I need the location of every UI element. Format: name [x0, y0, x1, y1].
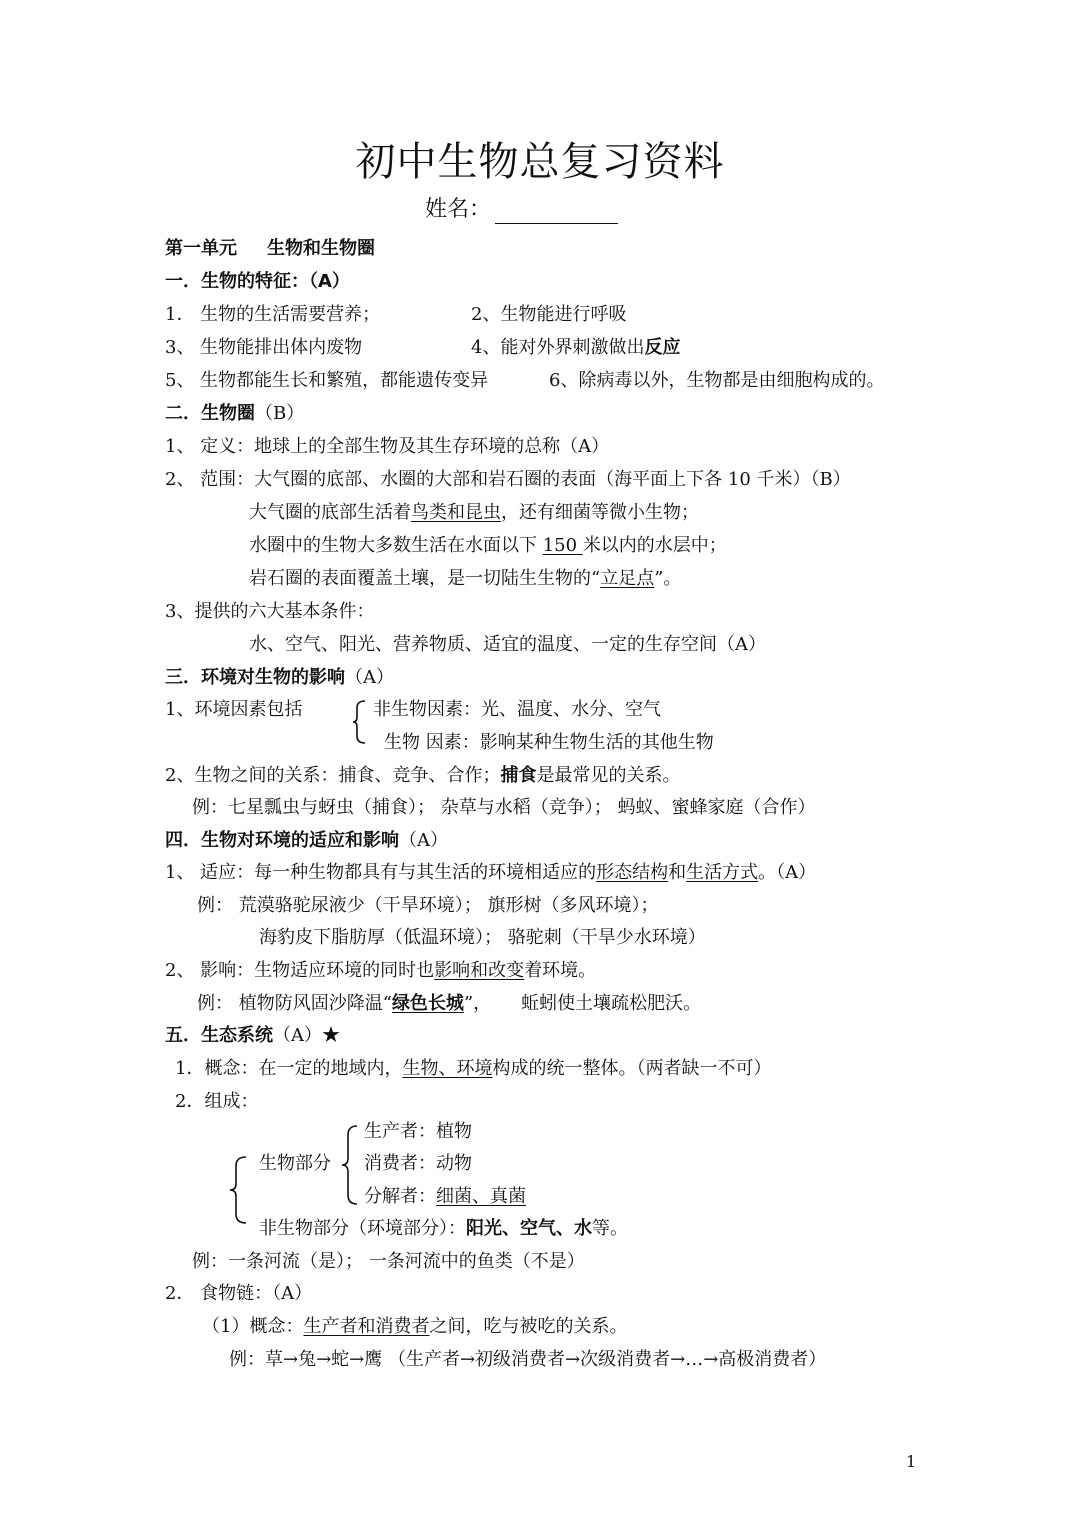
brace-composition: [228, 1154, 250, 1226]
s5-producer: 生产者：植物: [364, 1121, 472, 1142]
s2-range: 2、 范围：大气圈的底部、水圈的大部和岩石圈的表面（海平面上下各 10 千米）（B）: [165, 469, 851, 490]
s1-item-3: 3、 生物能排出体内废物: [165, 337, 363, 358]
unit-name: 生物和生物圈: [267, 238, 375, 259]
section-2-heading: 二．生物圈（B）: [165, 403, 305, 424]
underline-150: 150: [542, 535, 583, 556]
s5-food-chain-example: 例：草→兔→蛇→鹰 （生产者→初级消费者→次级消费者→…→高极消费者）: [229, 1349, 827, 1370]
s1-item-4-bold: 反应: [644, 337, 681, 358]
s5-decomposer: 分解者：细菌、真菌: [364, 1186, 526, 1207]
s4-example-1: 例： 荒漠骆驼尿液少（干旱环境）； 旗形树（多风环境）；: [197, 895, 659, 916]
s2-definition: 1、 定义：地球上的全部生物及其生存环境的总称（A）: [165, 436, 610, 457]
brace-factors: [352, 698, 368, 746]
s2-conditions: 水、空气、阳光、营养物质、适宜的温度、一定的生存空间（A）: [249, 634, 766, 655]
s1-item-5: 5、 生物都能生长和繁殖，都能遗传变异: [165, 370, 489, 391]
s3-example: 例：七星瓢虫与蚜虫（捕食）； 杂草与水稻（竞争）； 蚂蚁、蜜蜂家庭（合作）: [192, 797, 816, 818]
s4-example-2: 海豹皮下脂肪厚（低温环境）； 骆驼刺（干旱少水环境）: [259, 927, 706, 948]
section-3-heading: 三．环境对生物的影响（A）: [165, 667, 394, 688]
s3-factors-label: 1、环境因素包括: [165, 699, 303, 720]
s4-example-3: 例： 植物防风固沙降温“绿色长城”， 蚯蚓使土壤疏松肥沃。: [197, 993, 702, 1014]
s1-item-1: 1． 生物的生活需要营养；: [165, 304, 381, 325]
s2-conditions-label: 3、提供的六大基本条件：: [165, 601, 375, 622]
underline-foothold: 立足点: [600, 568, 655, 589]
s5-food-chain-label: 2． 食物链：（A）: [165, 1283, 313, 1304]
underline-birds-insects: 鸟类和昆虫: [411, 502, 501, 523]
s5-composition-label: 2．组成：: [175, 1091, 259, 1112]
s5-consumer: 消费者：动物: [364, 1153, 472, 1174]
s3-abiotic: 非生物因素：光、温度、水分、空气: [373, 699, 661, 720]
s5-abiotic-part: 非生物部分（环境部分）：阳光、空气、水等。: [259, 1218, 628, 1239]
unit-label: 第一单元: [165, 238, 237, 259]
section-4-heading: 四．生物对环境的适应和影响（A）: [165, 830, 448, 851]
section-5-heading: 五．生态系统（A）★: [165, 1025, 340, 1046]
name-field: [425, 196, 618, 224]
s2-rock: 岩石圈的表面覆盖土壤，是一切陆生生物的“立足点”。: [249, 568, 682, 589]
name-label: 姓名：: [425, 197, 492, 222]
s3-relations: 2、生物之间的关系：捕食、竞争、合作；捕食是最常见的关系。: [165, 765, 681, 786]
unit-heading: [165, 238, 375, 260]
s5-biotic-part: 生物部分: [259, 1153, 331, 1174]
s1-item-6: 6、除病毒以外，生物都是由细胞构成的。: [549, 370, 885, 391]
s1-item-4: 4、能对外界刺激做出反应: [471, 337, 681, 358]
s4-adapt: 1、 适应：每一种生物都具有与其生活的环境相适应的形态结构和生活方式。（A）: [165, 862, 817, 883]
s5-food-chain-concept: （1）概念：生产者和消费者之间，吃与被吃的关系。: [202, 1316, 628, 1337]
s3-biotic: 生物 因素：影响某种生物生活的其他生物: [384, 732, 714, 753]
page-number: 1: [906, 1452, 917, 1471]
brace-biotic: [340, 1122, 360, 1208]
s2-water: 水圈中的生物大多数生活在水面以下 150 米以内的水层中；: [249, 535, 727, 556]
section-1-heading: 一．生物的特征：（A）: [165, 271, 350, 292]
name-blank-line: [495, 203, 618, 224]
s2-air: 大气圈的底部生活着鸟类和昆虫，还有细菌等微小生物；: [249, 502, 699, 523]
s5-example: 例：一条河流（是）； 一条河流中的鱼类（不是）: [192, 1251, 585, 1272]
s4-influence: 2、 影响：生物适应环境的同时也影响和改变着环境。: [165, 960, 597, 981]
s1-item-2: 2、生物能进行呼吸: [471, 304, 627, 325]
s5-concept: 1．概念：在一定的地域内，生物、环境构成的统一整体。（两者缺一不可）: [175, 1058, 772, 1079]
page-title: 初中生物总复习资料: [355, 139, 725, 185]
